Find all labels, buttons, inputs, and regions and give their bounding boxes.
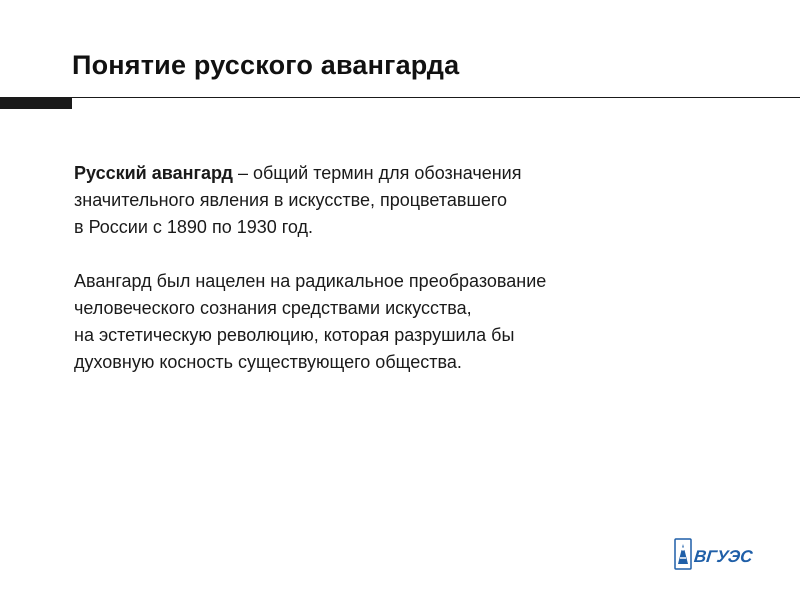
title-accent-block [0,97,72,109]
paragraph-1-line-1 [74,160,754,187]
slide-body [74,160,754,376]
paragraph-2-line-3: на эстетическую революцию, которая разрушила бы [74,325,515,345]
paragraph-2-line-4: духовную косность существующего общества. [74,352,462,372]
paragraph-2-line-2: человеческого сознания средствами искусства, [74,298,472,318]
term-russian-avant-garde: Русский авангард [74,163,233,183]
logo-emblem-icon [675,539,691,569]
definition-text: – общий термин для обозначения [232,163,522,183]
vguas-logo [674,538,774,572]
paragraph-spacer [74,241,754,268]
paragraph-1-line-3: в России с 1890 по 1930 год. [74,217,314,237]
paragraph-1-line-2: значительного явления в искусстве, процветавшего [74,190,508,210]
logo-wordmark: ВГУЭС [693,547,754,566]
paragraph-2-line-1: Авангард был нацелен на радикальное преобразование [74,271,547,291]
slide-title: Понятие русского авангарда [72,50,460,80]
title-divider [0,97,800,98]
